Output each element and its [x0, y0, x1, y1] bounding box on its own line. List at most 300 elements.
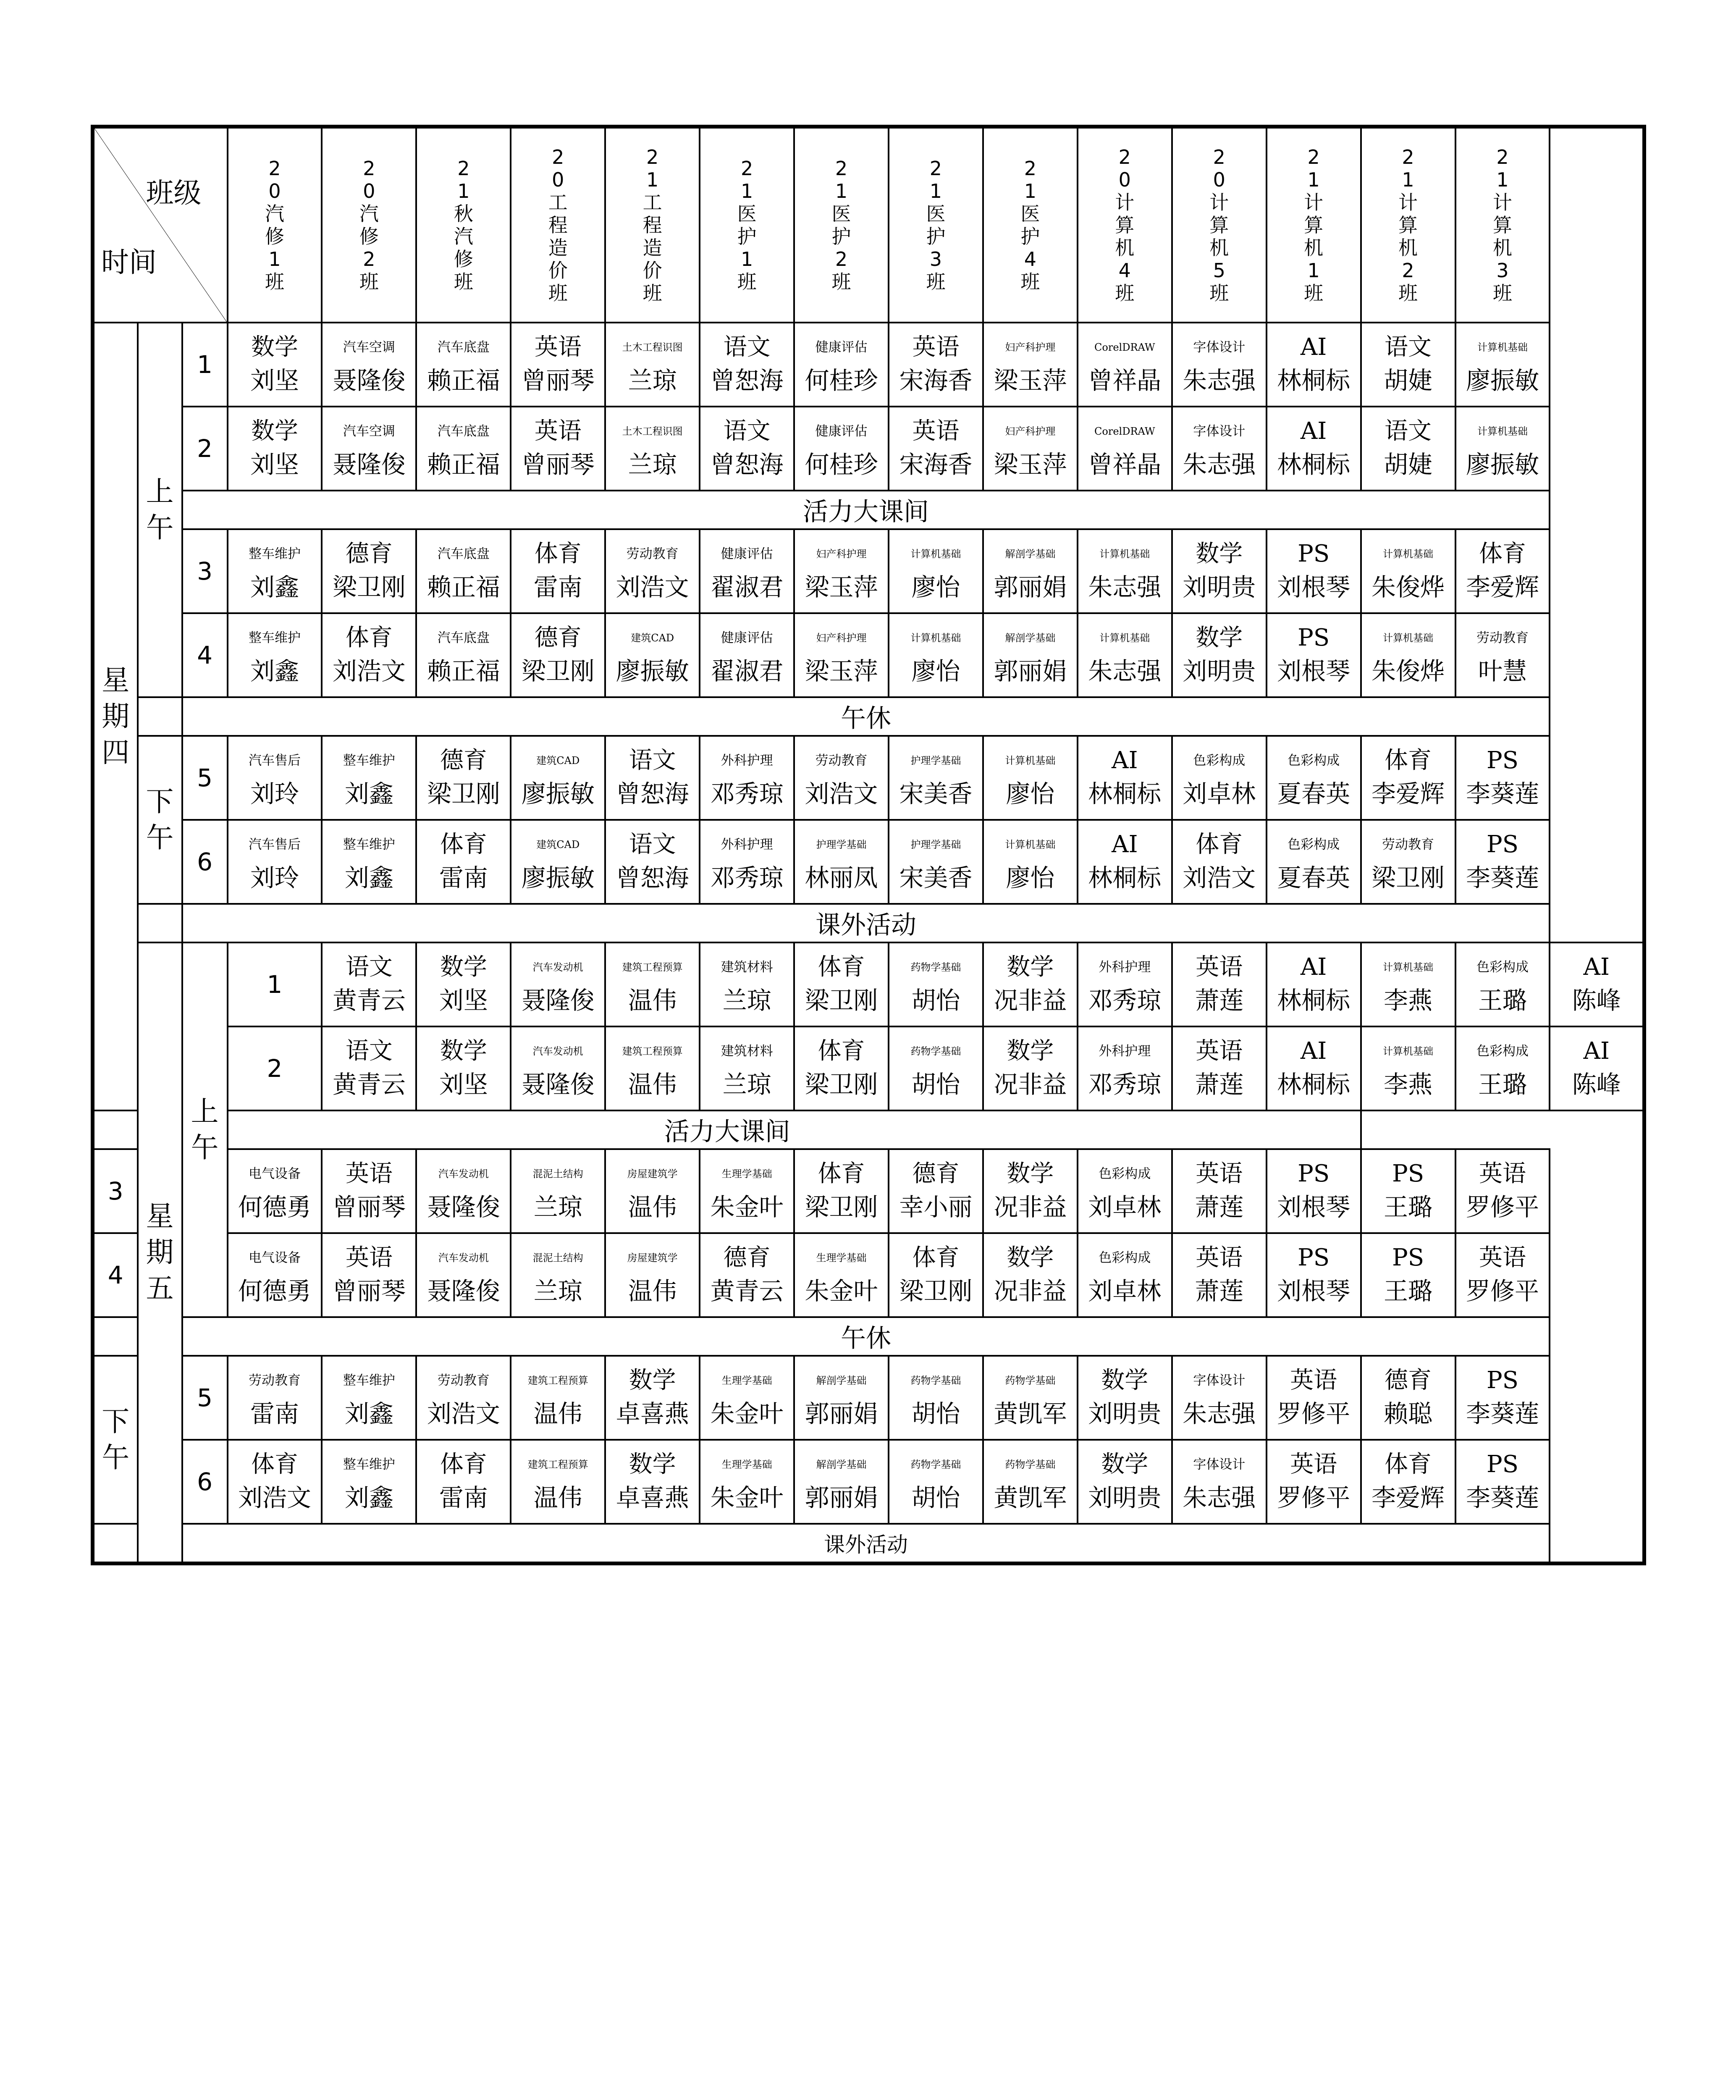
lesson-cell [794, 529, 889, 613]
lesson-cell [1172, 942, 1267, 1026]
subject: 德育 [440, 747, 487, 774]
class-header-char: 班 [1115, 282, 1135, 304]
lesson-cell [700, 1149, 794, 1233]
lesson-cell [1361, 942, 1455, 1026]
subject: 解剖学基础 [1005, 548, 1056, 560]
class-header-char: 医 [926, 202, 946, 225]
class-header-char: 机 [1209, 236, 1229, 259]
class-header-char: 1 [740, 248, 753, 270]
subject: 体育 [534, 540, 582, 567]
lesson-cell [1361, 1356, 1455, 1440]
class-header-char: 2 [1307, 146, 1320, 168]
teacher: 朱志强 [1183, 1483, 1256, 1512]
subject: PS [1298, 540, 1330, 567]
teacher: 刘浩文 [427, 1399, 500, 1428]
corner-time-label: 时间 [101, 246, 157, 278]
subject: 健康评估 [815, 424, 868, 439]
teacher: 刘坚 [439, 986, 488, 1015]
lesson-cell [416, 613, 511, 697]
class-header-char: 价 [548, 259, 568, 282]
lesson-cell [605, 1440, 700, 1524]
day-label-char: 四 [102, 736, 130, 769]
lesson-cell [889, 942, 983, 1026]
lesson-cell [228, 1233, 322, 1317]
break-noon: 午休 [182, 697, 1550, 736]
subject: 语文 [345, 1037, 393, 1065]
class-header-char: 班 [265, 270, 284, 293]
lesson-cell [1267, 736, 1361, 820]
teacher: 廖怡 [1006, 780, 1055, 808]
teacher: 刘浩文 [616, 573, 689, 601]
class-header-char: 算 [1398, 214, 1418, 236]
subject: 语文 [1385, 417, 1432, 445]
subject: 建筑材料 [721, 1044, 773, 1059]
subject: 字体设计 [1193, 424, 1246, 439]
lesson-cell [228, 323, 322, 407]
subject: PS [1486, 1367, 1518, 1394]
teacher: 朱志强 [1088, 573, 1162, 601]
lesson-cell [228, 613, 322, 697]
period-number: 1 [182, 323, 228, 407]
corner-cell [93, 127, 228, 323]
lesson-cell [511, 1026, 605, 1110]
break-am: 活力大课间 [93, 1110, 1361, 1149]
lesson-cell [511, 1149, 605, 1233]
lesson-cell [1361, 1440, 1455, 1524]
class-header-char: 2 [740, 157, 753, 180]
teacher: 温伟 [628, 1193, 677, 1221]
break-after: 课外活动 [182, 1524, 1550, 1564]
teacher: 曾恕海 [616, 864, 689, 892]
lesson-cell [605, 1233, 700, 1317]
subject: 计算机基础 [1383, 632, 1434, 644]
lesson-cell [794, 407, 889, 491]
period-number: 2 [228, 1026, 322, 1110]
subject: 德育 [534, 624, 582, 651]
teacher: 廖振敏 [521, 864, 595, 892]
subject: 汽车发动机 [438, 1252, 489, 1264]
lesson-cell [416, 1356, 511, 1440]
subject: PS [1298, 1160, 1330, 1187]
subject: 数学 [251, 417, 298, 445]
lesson-cell [1455, 407, 1550, 491]
period-row [93, 1233, 1644, 1317]
lesson-cell [1172, 1233, 1267, 1317]
subject: 字体设计 [1193, 1457, 1246, 1472]
subject: AI [1300, 333, 1327, 361]
teacher: 兰琼 [628, 450, 677, 479]
teacher: 朱金叶 [710, 1483, 784, 1512]
class-header-char: 修 [454, 248, 473, 270]
class-header-char: 计 [1304, 191, 1324, 214]
teacher: 兰琼 [722, 986, 771, 1015]
teacher: 梁卫刚 [427, 780, 500, 808]
class-header-char: 计 [1115, 191, 1135, 214]
lesson-cell [511, 736, 605, 820]
subject: 计算机基础 [1383, 1045, 1434, 1057]
subject: 数学 [1101, 1367, 1149, 1394]
subject: 整车维护 [248, 630, 301, 646]
subject: 英语 [1196, 1160, 1243, 1187]
am-label-char: 上 [191, 1095, 219, 1128]
class-header-char: 班 [1398, 282, 1418, 304]
teacher: 况非益 [994, 986, 1067, 1015]
teacher: 郭丽娟 [994, 657, 1067, 685]
subject: 体育 [1385, 747, 1432, 774]
class-header [889, 127, 983, 323]
teacher: 何德勇 [238, 1193, 311, 1221]
day-label-char: 星 [102, 664, 130, 696]
lesson-cell [1267, 1233, 1361, 1317]
teacher: 聂隆俊 [521, 986, 595, 1015]
subject: AI [1583, 1037, 1610, 1065]
lesson-cell [983, 942, 1078, 1026]
class-header-char: 程 [548, 214, 568, 236]
lesson-cell [889, 820, 983, 904]
subject: 电气设备 [248, 1250, 301, 1265]
teacher: 廖怡 [911, 573, 960, 601]
subject: 数学 [251, 333, 298, 361]
subject: 健康评估 [815, 340, 868, 355]
pm-label-char: 午 [146, 822, 174, 854]
teacher: 林桐标 [1088, 864, 1162, 892]
teacher: 郭丽娟 [805, 1399, 878, 1428]
lesson-cell [605, 1026, 700, 1110]
period-row [93, 736, 1644, 820]
class-header-char: 造 [548, 236, 568, 259]
teacher: 聂隆俊 [427, 1193, 500, 1221]
teacher: 刘鑫 [250, 657, 299, 685]
class-header-char: 护 [737, 225, 757, 248]
teacher: 况非益 [994, 1277, 1067, 1305]
lesson-cell [983, 820, 1078, 904]
teacher: 温伟 [533, 1483, 582, 1512]
class-header-char: 3 [929, 248, 942, 270]
teacher: 赖正福 [427, 366, 500, 395]
teacher: 兰琼 [628, 366, 677, 395]
subject: 建筑CAD [536, 755, 580, 766]
teacher: 刘鑫 [344, 1483, 393, 1512]
lesson-cell [889, 1149, 983, 1233]
lesson-cell [1078, 1026, 1172, 1110]
lesson-cell [1267, 1149, 1361, 1233]
subject: 汽车底盘 [437, 546, 490, 562]
blank-cell [138, 904, 182, 942]
lesson-cell [1267, 1026, 1361, 1110]
class-header [228, 127, 322, 323]
break-after: 课外活动 [182, 904, 1550, 942]
class-header-char: 工 [548, 191, 568, 214]
subject: AI [1112, 831, 1138, 858]
subject: 色彩构成 [1288, 753, 1340, 768]
teacher: 雷南 [439, 864, 488, 892]
teacher: 雷南 [439, 1483, 488, 1512]
lesson-cell [794, 323, 889, 407]
pm-label-char: 下 [146, 785, 174, 818]
subject: 色彩构成 [1288, 837, 1340, 852]
timetable [91, 125, 1646, 1565]
class-header-char: 1 [268, 248, 281, 270]
teacher: 胡怡 [911, 986, 960, 1015]
lesson-cell [1267, 407, 1361, 491]
teacher: 黄凯军 [994, 1483, 1067, 1512]
class-header [1455, 127, 1550, 323]
lesson-cell [1078, 1233, 1172, 1317]
class-header-char: 程 [642, 214, 662, 236]
lesson-cell [983, 323, 1078, 407]
teacher: 赖聪 [1384, 1399, 1433, 1428]
subject: 生理学基础 [721, 1168, 772, 1180]
teacher: 胡怡 [911, 1070, 960, 1099]
lesson-cell [511, 407, 605, 491]
teacher: 郭丽娟 [994, 573, 1067, 601]
teacher: 赖正福 [427, 450, 500, 479]
lesson-cell [1172, 613, 1267, 697]
subject: 妇产科护理 [816, 548, 867, 560]
lesson-cell [605, 942, 700, 1026]
lesson-cell [322, 1440, 416, 1524]
teacher: 刘根琴 [1277, 1277, 1351, 1305]
subject: 生理学基础 [816, 1252, 867, 1264]
lesson-cell [1078, 407, 1172, 491]
subject: 体育 [251, 1451, 298, 1478]
lesson-cell [228, 1149, 322, 1233]
class-header-char: 机 [1304, 236, 1324, 259]
teacher: 林桐标 [1277, 1070, 1351, 1099]
subject: 计算机基础 [1005, 839, 1056, 850]
teacher: 朱志强 [1088, 657, 1162, 685]
pm-label-char: 下 [102, 1405, 130, 1438]
subject: 土木工程识图 [622, 425, 683, 437]
subject: 英语 [1196, 953, 1243, 981]
subject: 护理学基础 [910, 839, 961, 850]
subject: 德育 [345, 540, 393, 567]
class-header-char: 5 [1213, 259, 1225, 282]
subject: 语文 [345, 953, 393, 981]
subject: 汽车底盘 [437, 424, 490, 439]
lesson-cell [1361, 820, 1455, 904]
teacher: 李葵莲 [1466, 1483, 1539, 1512]
lesson-cell [889, 407, 983, 491]
class-header-char: 班 [359, 270, 379, 293]
subject: 建筑工程预算 [527, 1375, 588, 1386]
class-header [1361, 127, 1455, 323]
teacher: 温伟 [628, 1070, 677, 1099]
teacher: 曾祥晶 [1088, 366, 1162, 395]
class-header-char: 计 [1398, 191, 1418, 214]
teacher: 李燕 [1384, 1070, 1433, 1099]
lesson-cell [1455, 1356, 1550, 1440]
subject: 体育 [1196, 831, 1243, 858]
teacher: 王璐 [1478, 1070, 1527, 1099]
subject: 解剖学基础 [816, 1459, 867, 1470]
teacher: 朱俊烨 [1371, 657, 1445, 685]
subject: 德育 [912, 1160, 960, 1187]
class-header-char: 护 [831, 225, 851, 248]
lesson-cell [700, 736, 794, 820]
period-row [93, 613, 1644, 697]
class-header [416, 127, 511, 323]
teacher: 兰琼 [722, 1070, 771, 1099]
class-header-char: 1 [457, 180, 470, 202]
subject: 整车维护 [343, 1457, 395, 1472]
class-header-char: 2 [1213, 146, 1225, 168]
lesson-cell [322, 1026, 416, 1110]
lesson-cell [1455, 942, 1550, 1026]
lesson-cell [983, 1440, 1078, 1524]
subject: 英语 [912, 417, 960, 445]
teacher: 朱金叶 [710, 1193, 784, 1221]
teacher: 雷南 [250, 1399, 299, 1428]
subject: 解剖学基础 [816, 1375, 867, 1386]
period-number: 6 [182, 820, 228, 904]
subject: 健康评估 [721, 546, 773, 562]
lesson-cell [983, 1026, 1078, 1110]
class-header-char: 机 [1115, 236, 1135, 259]
teacher: 梁卫刚 [332, 573, 406, 601]
class-header-char: 秋 [454, 202, 473, 225]
subject: 语文 [723, 417, 771, 445]
teacher: 何桂珍 [805, 366, 878, 395]
class-header [1267, 127, 1361, 323]
teacher: 卓喜燕 [616, 1399, 689, 1428]
period-number: 5 [182, 736, 228, 820]
class-header-char: 0 [1213, 168, 1225, 191]
lesson-cell [322, 820, 416, 904]
lesson-cell [228, 1440, 322, 1524]
teacher: 李葵莲 [1466, 864, 1539, 892]
subject: 药物学基础 [910, 961, 961, 973]
class-header-char: 2 [1024, 157, 1036, 180]
lesson-cell [983, 613, 1078, 697]
teacher: 廖怡 [1006, 864, 1055, 892]
lesson-cell [1361, 613, 1455, 697]
subject: 汽车发动机 [532, 1045, 583, 1057]
lesson-cell [1361, 529, 1455, 613]
period-row [93, 820, 1644, 904]
subject: 体育 [818, 953, 865, 981]
lesson-cell [605, 736, 700, 820]
lesson-cell [1172, 736, 1267, 820]
teacher: 聂隆俊 [427, 1277, 500, 1305]
subject: 英语 [345, 1160, 393, 1187]
lesson-cell [1172, 1149, 1267, 1233]
lesson-cell [1078, 1440, 1172, 1524]
subject: AI [1583, 953, 1610, 981]
teacher: 胡怡 [911, 1399, 960, 1428]
teacher: 萧莲 [1195, 1070, 1244, 1099]
teacher: 梁卫刚 [805, 1070, 878, 1099]
lesson-cell [794, 820, 889, 904]
period-number: 3 [182, 529, 228, 613]
teacher: 温伟 [628, 986, 677, 1015]
subject: 色彩构成 [1099, 1250, 1151, 1265]
subject: 色彩构成 [1193, 753, 1246, 768]
lesson-cell [1361, 1026, 1455, 1110]
class-header-char: 2 [1402, 259, 1414, 282]
class-header-char: 1 [1402, 168, 1414, 191]
teacher: 黄青云 [332, 986, 406, 1015]
class-header-char: 1 [646, 168, 659, 191]
lesson-cell [889, 1026, 983, 1110]
subject: 汽车发动机 [438, 1168, 489, 1180]
teacher: 王璐 [1384, 1277, 1433, 1305]
class-header-char: 机 [1398, 236, 1418, 259]
class-header-char: 1 [1307, 168, 1320, 191]
lesson-cell [794, 1149, 889, 1233]
teacher: 曾丽琴 [332, 1277, 406, 1305]
lesson-cell [889, 323, 983, 407]
lesson-cell [1361, 1149, 1455, 1233]
lesson-cell [1455, 1440, 1550, 1524]
lesson-cell [322, 736, 416, 820]
teacher: 曾恕海 [616, 780, 689, 808]
class-header-char: 计 [1209, 191, 1229, 214]
class-header-char: 班 [737, 270, 757, 293]
teacher: 林丽凤 [805, 864, 878, 892]
subject: 体育 [818, 1160, 865, 1187]
lesson-cell [1172, 1026, 1267, 1110]
teacher: 胡婕 [1384, 450, 1433, 479]
subject: 英语 [1479, 1244, 1526, 1271]
teacher: 梁玉萍 [994, 366, 1067, 395]
subject: 数学 [440, 953, 487, 981]
lesson-cell [416, 1026, 511, 1110]
lesson-cell [794, 736, 889, 820]
subject: 建筑工程预算 [622, 1045, 683, 1057]
subject: 计算机基础 [910, 548, 961, 560]
teacher: 林桐标 [1277, 366, 1351, 395]
teacher: 廖振敏 [1466, 366, 1539, 395]
class-header-char: 1 [740, 180, 753, 202]
subject: 整车维护 [343, 753, 395, 768]
subject: 劳动教育 [1476, 630, 1529, 646]
subject: 英语 [1479, 1160, 1526, 1187]
subject: 数学 [629, 1367, 676, 1394]
lesson-cell [1078, 1356, 1172, 1440]
teacher: 温伟 [628, 1277, 677, 1305]
class-header-char: 算 [1492, 214, 1512, 236]
subject: AI [1300, 953, 1327, 981]
teacher: 幸小丽 [899, 1193, 973, 1221]
subject: CorelDRAW [1094, 425, 1155, 437]
lesson-cell [700, 1440, 794, 1524]
subject: 计算机基础 [1099, 632, 1150, 644]
teacher: 宋美香 [899, 864, 973, 892]
subject: 汽车底盘 [437, 630, 490, 646]
subject: 英语 [1196, 1244, 1243, 1271]
header-row [93, 127, 1644, 323]
teacher: 梁卫刚 [805, 1193, 878, 1221]
break-am-row [93, 1110, 1644, 1149]
subject: 数学 [1007, 1037, 1054, 1065]
subject: PS [1298, 624, 1330, 651]
teacher: 梁玉萍 [805, 657, 878, 685]
class-header-char: 班 [548, 282, 568, 304]
subject: 护理学基础 [910, 755, 961, 766]
subject: 药物学基础 [910, 1375, 961, 1386]
teacher: 刘卓林 [1088, 1193, 1162, 1221]
class-header [794, 127, 889, 323]
teacher: 何桂珍 [805, 450, 878, 479]
blank-cell [93, 1317, 138, 1356]
lesson-cell [605, 529, 700, 613]
subject: 色彩构成 [1476, 960, 1529, 975]
class-header-char: 0 [363, 180, 375, 202]
lesson-cell [1550, 1026, 1644, 1110]
pm-label-char: 午 [102, 1441, 130, 1474]
class-header [700, 127, 794, 323]
